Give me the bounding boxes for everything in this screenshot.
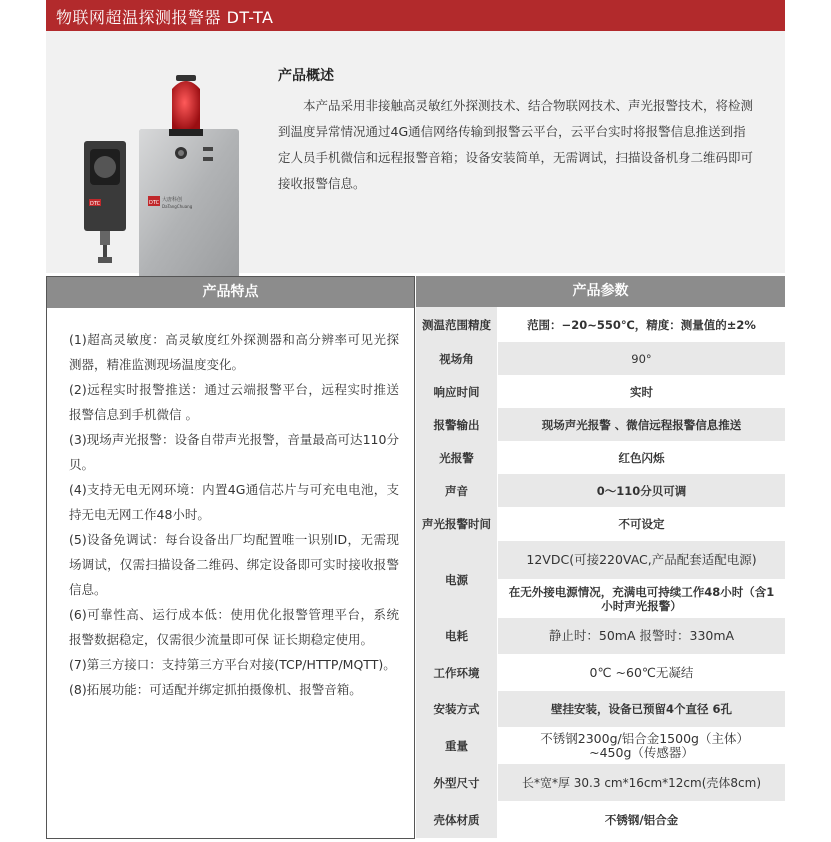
title-bar [46, 0, 785, 31]
param-value: 范围：−20~550℃，精度：测量值的±2% [498, 307, 785, 342]
param-name: 重量 [416, 727, 497, 765]
param-name: 电源 [416, 541, 497, 619]
param-value: 不锈钢/铝合金 [498, 801, 785, 838]
param-value: 12VDC(可接220VAC,产品配套适配电源) [498, 541, 785, 579]
param-value: 90° [498, 342, 785, 375]
intro-heading: 产品概述 [278, 68, 334, 84]
param-row [416, 441, 785, 474]
param-name: 光报警 [416, 441, 497, 475]
param-name: 声音 [416, 474, 497, 508]
param-value: 长*宽*厚 30.3 cm*16cm*12cm(壳体8cm) [498, 764, 785, 801]
feature-item: (7)第三方接口：支持第三方平台对接(TCP/HTTP/MQTT)。 [69, 657, 396, 672]
param-row [416, 474, 785, 507]
param-name: 报警输出 [416, 408, 497, 442]
param-row [416, 307, 785, 342]
param-name: 声光报警时间 [416, 507, 497, 542]
param-value: 现场声光报警 、微信远程报警信息推送 [498, 408, 785, 441]
feature-item: (8)拓展功能：可适配并绑定抓拍摄像机、报警音箱。 [69, 682, 362, 697]
param-name: 工作环境 [416, 654, 497, 692]
param-name: 响应时间 [416, 375, 497, 409]
param-value: 红色闪烁 [498, 441, 785, 474]
features-list [69, 327, 399, 702]
feature-item: (2)远程实时报警推送：通过云端报警平台，远程实时推送报警信息到手机微信 。 [69, 382, 399, 422]
device-logo: DTC [149, 200, 160, 206]
param-row [416, 801, 785, 838]
param-row [416, 727, 785, 764]
intro-section [46, 31, 785, 273]
params-header: 产品参数 [416, 276, 785, 307]
params-panel [416, 276, 785, 839]
features-header: 产品特点 [47, 277, 414, 308]
device-label-1: 大唐科创 [162, 197, 183, 203]
param-row [416, 618, 785, 654]
param-row [416, 375, 785, 408]
param-value: 静止时：50mA 报警时：330mA [498, 618, 785, 654]
param-row [416, 691, 785, 727]
feature-item: (5)设备免调试：每台设备出厂均配置唯一识别ID，无需现场调试，仅需扫描设备二维码、绑定设备即可实时接收报警信息。 [69, 532, 399, 597]
param-name: 安装方式 [416, 691, 497, 728]
param-name: 壳体材质 [416, 801, 497, 839]
param-row [416, 342, 785, 375]
param-value: 实时 [498, 375, 785, 408]
param-row-power [416, 541, 785, 618]
features-panel [46, 276, 415, 839]
param-value: 不可设定 [498, 507, 785, 541]
param-name: 视场角 [416, 342, 497, 376]
param-row [416, 408, 785, 441]
param-name: 电耗 [416, 618, 497, 655]
feature-item: (6)可靠性高、运行成本低：使用优化报警管理平台，系统报警数据稳定，仅需很少流量即可保 证长期稳定使用。 [69, 607, 399, 647]
device-label-2: DaTangChuang [162, 204, 193, 209]
feature-item: (3)现场声光报警：设备自带声光报警，音量最高可达110分贝。 [69, 432, 399, 472]
param-value: 不锈钢2300g/铝合金1500g（主体）~450g（传感器） [498, 727, 785, 764]
page-title: 物联网超温探测报警器 DT-TA [56, 8, 274, 27]
param-value-2: 在无外接电源情况，充满电可持续工作48小时（含1小时声光报警） [498, 579, 785, 618]
feature-item: (4)支持无电无网环境：内置4G通信芯片与可充电电池，支持无电无网工作48小时。 [69, 482, 399, 522]
param-name: 测温范围精度 [416, 307, 497, 343]
feature-item: (1)超高灵敏度：高灵敏度红外探测器和高分辨率可见光探测器，精准监测现场温度变化。 [69, 332, 399, 372]
param-row [416, 654, 785, 691]
spec-tables [46, 276, 785, 839]
sensor-logo: DTC [90, 201, 101, 207]
param-name: 外型尺寸 [416, 764, 497, 802]
param-row [416, 764, 785, 801]
intro-text: 本产品采用非接触高灵敏红外探测技术、结合物联网技术、声光报警技术，将检测到温度异常情况通过4G通信网络传输到报警云平台，云平台实时将报警信息推送到指定人员手机微信和远程报警音箱；设备安装简单，无需调试，扫描设备机身二维码即可接收报警信息。 [278, 98, 754, 191]
param-row [416, 507, 785, 541]
product-image [76, 71, 276, 291]
param-value: 0℃ ~60℃无凝结 [498, 654, 785, 691]
param-value: 壁挂安装，设备已预留4个直径 6孔 [498, 691, 785, 727]
param-value: 0～110分贝可调 [498, 474, 785, 507]
